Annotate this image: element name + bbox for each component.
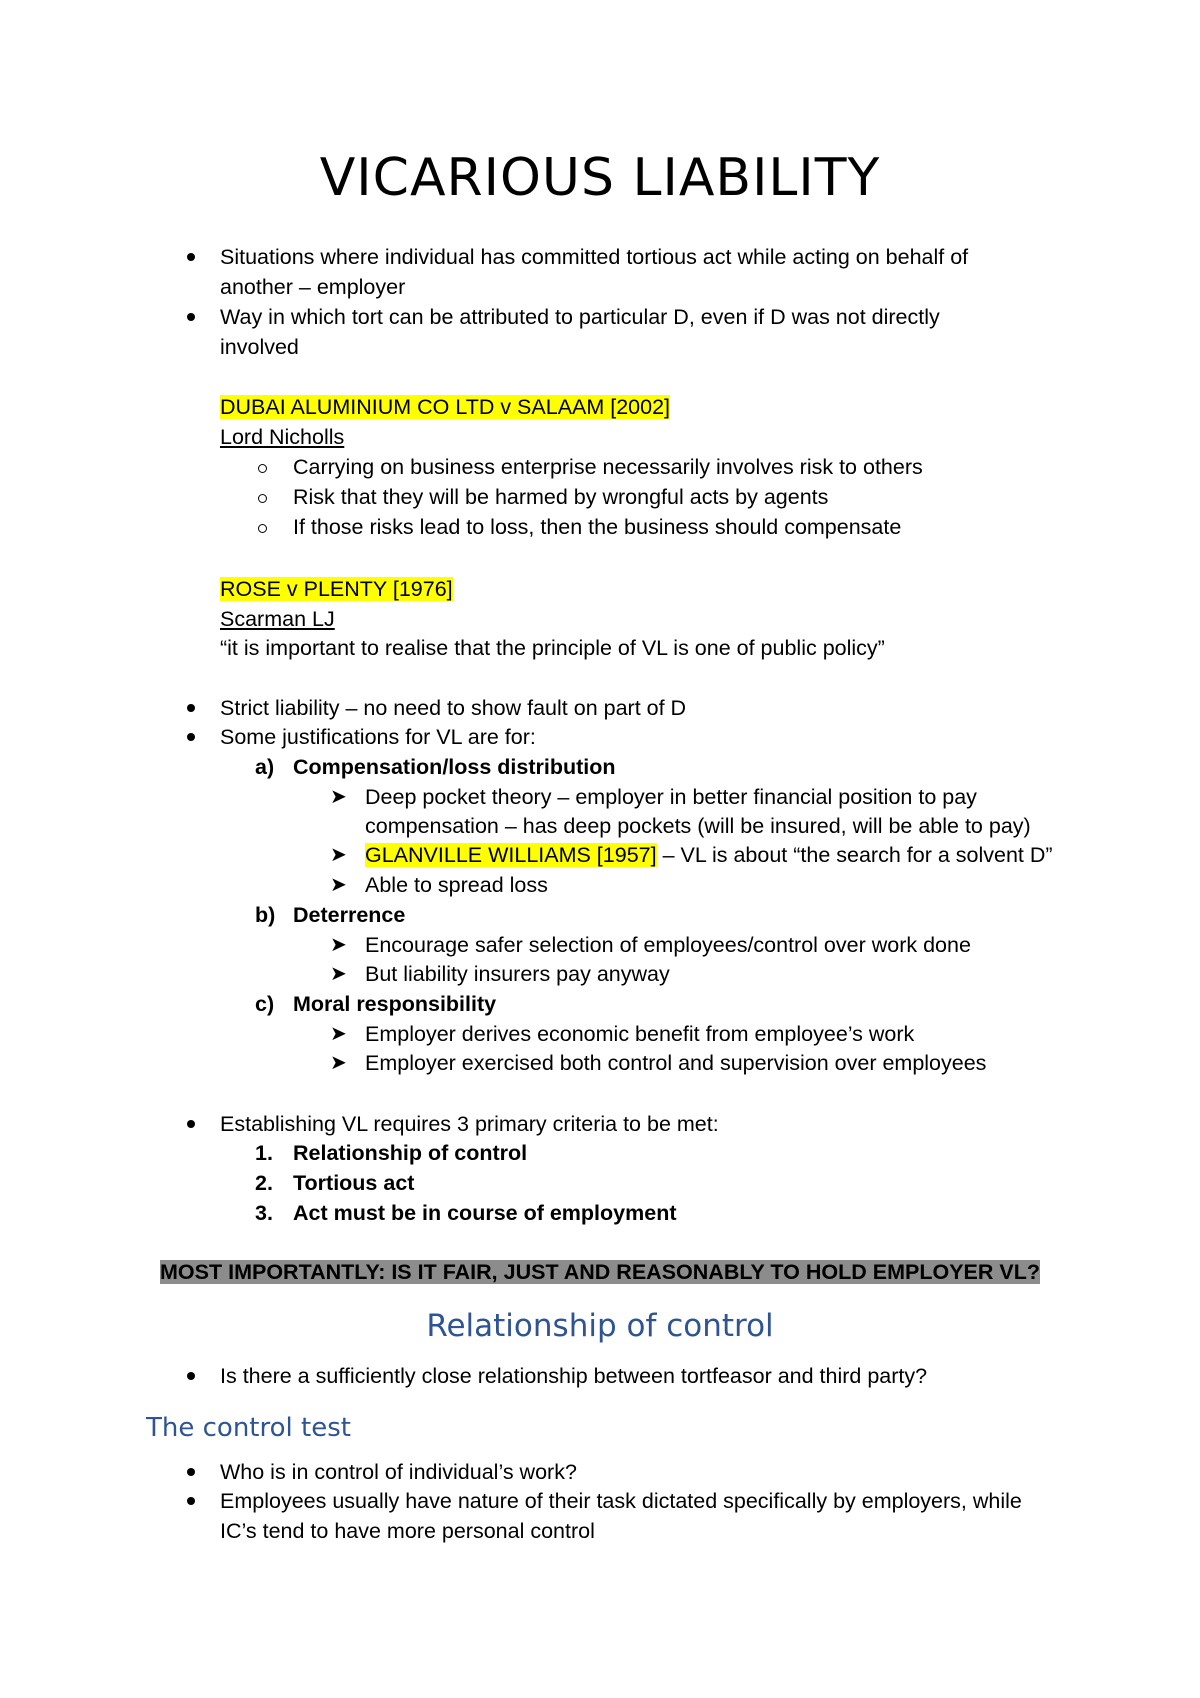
bullet-icon xyxy=(187,1468,195,1476)
bullet-icon xyxy=(187,733,195,741)
arrow-bullet-icon: ➤ xyxy=(330,963,347,985)
judge-scarman-lj: Scarman LJ xyxy=(220,607,335,631)
list-marker-b: b) xyxy=(255,903,276,927)
intro-bullet-1-line-2: another – employer xyxy=(220,275,406,299)
section-heading-relationship-of-control: Relationship of control xyxy=(426,1308,774,1344)
arrow-bullet-icon: ➤ xyxy=(330,844,347,866)
criteria-item-1: Relationship of control xyxy=(293,1141,528,1165)
strict-liability-bullet: Strict liability – no need to show fault on part of D xyxy=(220,696,687,720)
arrow-bullet-icon: ➤ xyxy=(330,786,347,808)
glanville-williams-text: – VL is about “the search for a solvent D” xyxy=(656,843,1053,867)
control-test-bullet-2-line-2: IC’s tend to have more personal control xyxy=(220,1519,595,1543)
arrow-bullet-icon: ➤ xyxy=(330,1023,347,1045)
bullet-icon xyxy=(187,704,195,712)
deep-pocket-line-1: Deep pocket theory – employer in better financial position to pay xyxy=(365,785,977,809)
page-title: VICARIOUS LIABILITY xyxy=(319,148,881,208)
case-rose-v-plenty xyxy=(220,574,453,604)
hollow-bullet-icon xyxy=(258,494,267,503)
case2-quote: “it is important to realise that the principle of VL is one of public policy” xyxy=(220,636,885,660)
criteria-item-3: Act must be in course of employment xyxy=(293,1201,677,1225)
arrow-bullet-icon: ➤ xyxy=(330,874,347,896)
key-question-highlight: MOST IMPORTANTLY: IS IT FAIR, JUST AND REASONABLY TO HOLD EMPLOYER VL? xyxy=(160,1260,1040,1284)
deep-pocket-line-2: compensation – has deep pockets (will be insured, will be able to pay) xyxy=(365,814,1031,838)
bullet-icon xyxy=(187,1497,195,1505)
judge-lord-nicholls: Lord Nicholls xyxy=(220,425,345,449)
spread-loss-line: Able to spread loss xyxy=(365,873,548,897)
list-marker-a: a) xyxy=(255,755,275,779)
hollow-bullet-icon xyxy=(258,464,267,473)
case1-point-3: If those risks lead to loss, then the business should compensate xyxy=(293,515,902,539)
justifications-bullet: Some justifications for VL are for: xyxy=(220,725,536,749)
justification-deterrence-heading: Deterrence xyxy=(293,903,406,927)
criteria-number-2: 2. xyxy=(255,1171,273,1195)
justification-moral-heading: Moral responsibility xyxy=(293,992,497,1016)
criteria-intro: Establishing VL requires 3 primary criteria to be met: xyxy=(220,1112,719,1136)
subheading-control-test: The control test xyxy=(146,1413,351,1443)
arrow-bullet-icon: ➤ xyxy=(330,1052,347,1074)
case-name-highlight: GLANVILLE WILLIAMS [1957] xyxy=(365,843,657,867)
bullet-icon xyxy=(187,313,195,321)
bullet-icon xyxy=(187,1372,195,1380)
intro-bullet-2-line-2: involved xyxy=(220,335,299,359)
bullet-icon xyxy=(187,253,195,261)
control-test-bullet-1: Who is in control of individual’s work? xyxy=(220,1460,577,1484)
deterrence-point-2: But liability insurers pay anyway xyxy=(365,962,670,986)
control-test-bullet-2-line-1: Employees usually have nature of their task dictated specifically by employers, while xyxy=(220,1489,1022,1513)
criteria-number-3: 3. xyxy=(255,1201,273,1225)
list-marker-c: c) xyxy=(255,992,275,1016)
moral-point-1: Employer derives economic benefit from employee’s work xyxy=(365,1022,915,1046)
moral-point-2: Employer exercised both control and supervision over employees xyxy=(365,1051,987,1075)
case-dubai-aluminium xyxy=(220,392,670,422)
relationship-bullet: Is there a sufficiently close relationship between tortfeasor and third party? xyxy=(220,1364,928,1388)
case1-point-2: Risk that they will be harmed by wrongful acts by agents xyxy=(293,485,829,509)
justification-compensation-heading: Compensation/loss distribution xyxy=(293,755,616,779)
criteria-number-1: 1. xyxy=(255,1141,273,1165)
case-name-highlight: ROSE v PLENTY [1976] xyxy=(220,577,453,601)
case1-point-1: Carrying on business enterprise necessarily involves risk to others xyxy=(293,455,923,479)
deterrence-point-1: Encourage safer selection of employees/control over work done xyxy=(365,933,971,957)
case-name-highlight: DUBAI ALUMINIUM CO LTD v SALAAM [2002] xyxy=(220,395,671,419)
glanville-williams-line xyxy=(365,840,1053,870)
intro-bullet-2-line-1: Way in which tort can be attributed to particular D, even if D was not directly xyxy=(220,305,940,329)
criteria-item-2: Tortious act xyxy=(293,1171,415,1195)
hollow-bullet-icon xyxy=(258,524,267,533)
arrow-bullet-icon: ➤ xyxy=(330,934,347,956)
bullet-icon xyxy=(187,1120,195,1128)
key-question xyxy=(0,1257,1200,1287)
intro-bullet-1-line-1: Situations where individual has committed tortious act while acting on behalf of xyxy=(220,245,969,269)
